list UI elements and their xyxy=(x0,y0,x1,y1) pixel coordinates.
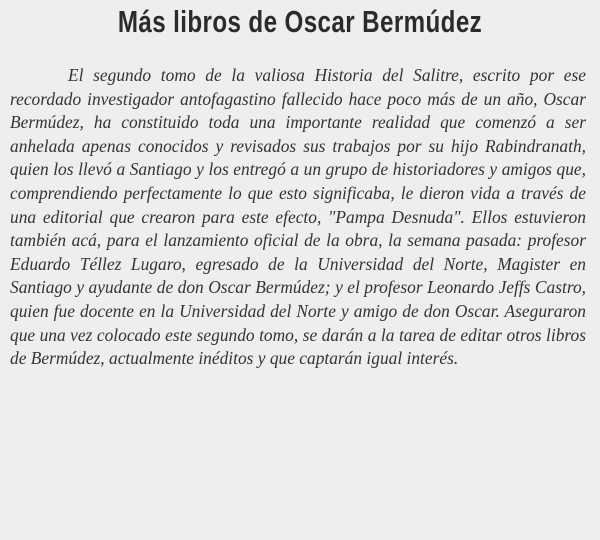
article-title: Más libros de Oscar Bermúdez xyxy=(117,4,483,39)
article-body: El segundo tomo de la valiosa Historia del Salitre, escrito por ese recordado investigador antofagastino fallecido hace poco más de un año, Oscar Bermúdez, ha constituido toda una importante realidad que comenzó a ser anhelada apenas conocidos y revisados sus trabajos por su hijo Rabindranath, quien los llevó a Santiago y los entregó a un grupo de historiadores y amigos que, comprendiendo perfectamente lo que esto significaba, le dieron vida a través de una editorial que crearon para este efecto, "Pampa Desnuda". Ellos estuvieron también acá, para el lanzamiento oficial de la obra, la semana pasada: profesor Eduardo Téllez Lugaro, egresado de la Universidad del Norte, Magister en Santiago y ayudante de don Oscar Bermúdez; y el profesor Leonardo Jeffs Castro, quien fue docente en la Universidad del Norte y amigo de don Oscar. Aseguraron que una vez colocado este segundo tomo, se darán a la tarea de editar otros libros de Bermúdez, actualmente inéditos y que captarán igual interés. xyxy=(10,65,586,369)
